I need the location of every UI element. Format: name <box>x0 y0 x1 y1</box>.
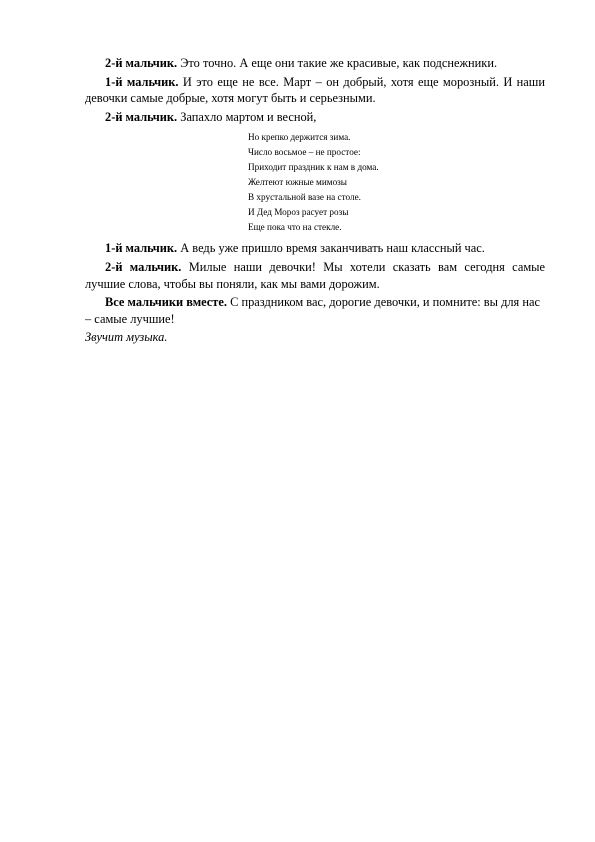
poem-line: И Дед Мороз расует розы <box>248 207 349 218</box>
speaker-name: 2-й мальчик. <box>105 109 178 124</box>
speaker-name: Все мальчики вместе. <box>105 295 227 310</box>
dialogue-text: А ведь уже пришло время заканчивать наш классный час. <box>177 241 485 256</box>
poem-line: Приходит праздник к нам в дома. <box>248 162 379 173</box>
poem-line: Желтеют южные мимозы <box>248 177 347 188</box>
poem-block <box>248 130 545 235</box>
poem-line: Но крепко держится зима. <box>248 132 351 143</box>
poem-line: В хрустальной вазе на столе. <box>248 192 361 203</box>
dialogue-line <box>85 109 545 126</box>
dialogue-text: С праздником вас, дорогие девочки, и помните: вы для нас – самые лучшие! <box>85 295 540 326</box>
document-page <box>85 55 545 346</box>
dialogue-line <box>85 294 545 327</box>
speaker-name: 2-й мальчик. <box>105 56 178 70</box>
speaker-name: 2-й мальчик. <box>105 259 182 274</box>
poem-line: Число восьмое – не простое: <box>248 147 361 158</box>
stage-direction: Звучит музыка. <box>85 330 168 345</box>
dialogue-line <box>85 240 545 257</box>
dialogue-text: Запахло мартом и весной, <box>177 109 317 124</box>
dialogue-text: И это еще не все. Март – он добрый, хотя еще морозный. И наши девочки самые добрые, хотя могут быть и серьезными. <box>85 74 545 106</box>
dialogue-text: Это точно. А еще они такие же красивые, как подснежники. <box>177 56 498 70</box>
speaker-name: 1-й мальчик. <box>105 74 179 89</box>
poem-line: Еще пока что на стекле. <box>248 222 342 233</box>
speaker-name: 1-й мальчик. <box>105 241 178 256</box>
dialogue-text: Милые наши девочки! Мы хотели сказать вам сегодня самые лучшие слова, чтобы вы поняли, как мы вами дорожим. <box>85 259 545 291</box>
dialogue-line <box>85 74 545 107</box>
dialogue-line <box>85 259 545 292</box>
dialogue-line <box>85 55 545 72</box>
